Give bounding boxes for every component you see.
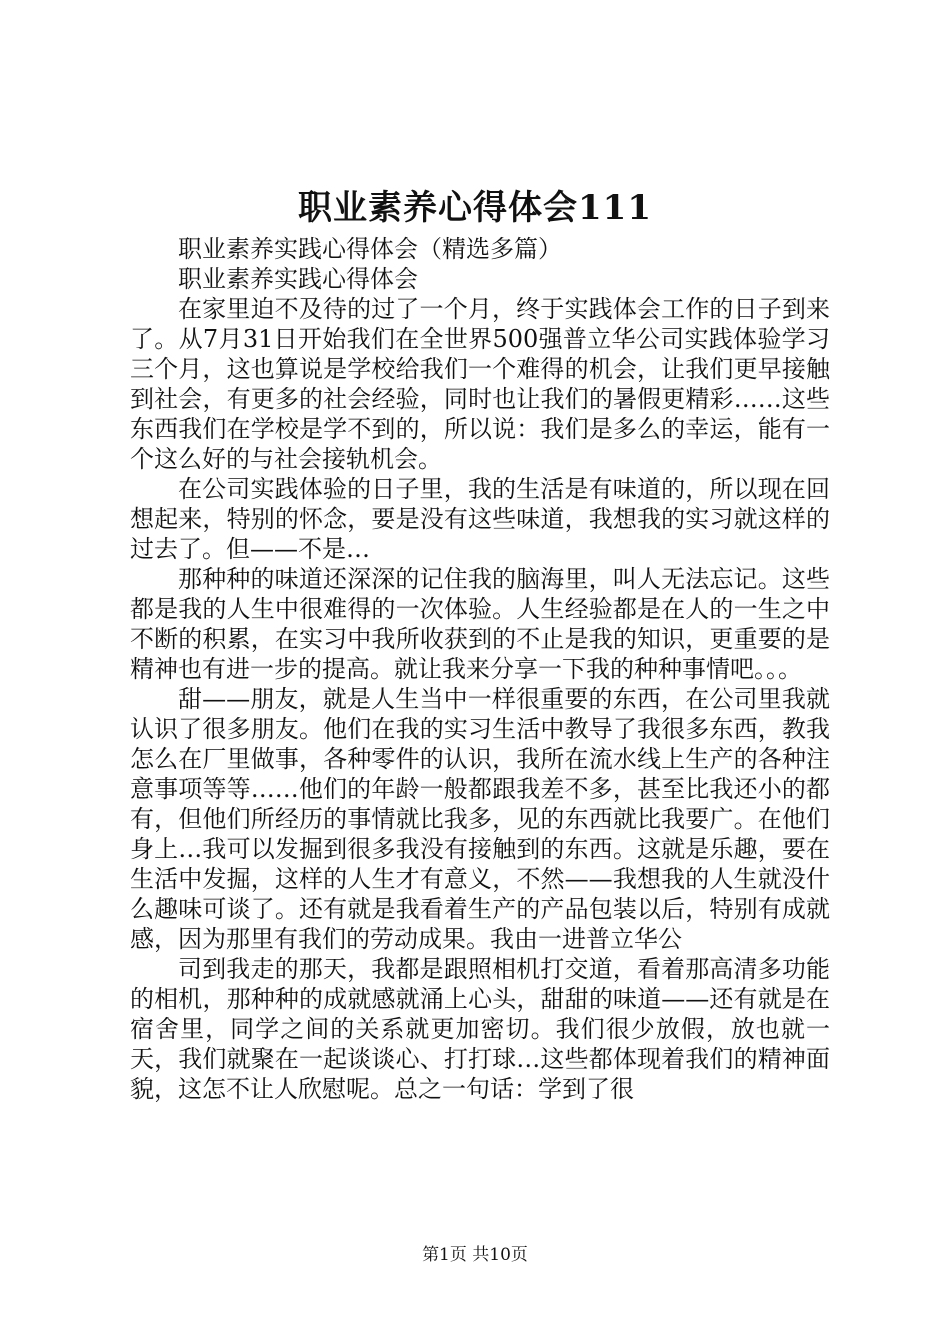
paragraph-2: 在公司实践体验的日子里，我的生活是有味道的，所以现在回想起来，特别的怀念，要是没有这些味道，我想我的实习就这样的过去了。但——不是… bbox=[130, 475, 830, 563]
paragraph-3: 那种种的味道还深深的记住我的脑海里，叫人无法忘记。这些都是我的人生中很难得的一次体验。人生经验都是在人的一生之中不断的积累，在实习中我所收获到的不止是我的知识，更重要的是精神也有进一步的提高。就让我来分享一下我的种种事情吧。。。 bbox=[130, 565, 830, 683]
paragraph-5: 司到我走的那天，我都是跟照相机打交道，看着那高清多功能的相机，那种种的成就感就涌上心头，甜甜的味道——还有就是在宿舍里，同学之间的关系就更加密切。我们很少放假，放也就一天，我们就聚在一起谈谈心、打打球…这些都体现着我们的精神面貌，这怎不让人欣慰呢。总之一句话：学到了很 bbox=[130, 955, 830, 1103]
paragraph-4: 甜——朋友，就是人生当中一样很重要的东西，在公司里我就认识了很多朋友。他们在我的实习生活中教导了我很多东西，教我怎么在厂里做事，各种零件的认识，我所在流水线上生产的各种注意事项等等……他们的年龄一般都跟我差不多，甚至比我还小的都有，但他们所经历的事情就比我多，见的东西就比我要广。在他们身上…我可以发掘到很多我没有接触到的东西。这就是乐趣，要在生活中发掘，这样的人生才有意义，不然——我想我的人生就没什么趣味可谈了。还有就是我看着生产的产品包装以后，特别有成就感，因为那里有我们的劳动成果。我由一进普立华公 bbox=[130, 685, 830, 953]
document-body bbox=[130, 234, 830, 1104]
paragraph-subtitle: 职业素养实践心得体会（精选多篇） bbox=[178, 235, 562, 263]
paragraph-1: 在家里迫不及待的过了一个月，终于实践体会工作的日子到来了。从7月31日开始我们在全世界500强普立华公司实践体验学习三个月，这也算说是学校给我们一个难得的机会，让我们更早接触到社会，有更多的社会经验，同时也让我们的暑假更精彩……这些东西我们在学校是学不到的，所以说：我们是多么的幸运，能有一个这么好的与社会接轨机会。 bbox=[130, 295, 830, 473]
page-footer: 第1页 共10页 bbox=[422, 1245, 528, 1265]
paragraph-section-heading: 职业素养实践心得体会 bbox=[178, 265, 418, 293]
document-title: 职业素养心得体会111 bbox=[298, 188, 652, 228]
